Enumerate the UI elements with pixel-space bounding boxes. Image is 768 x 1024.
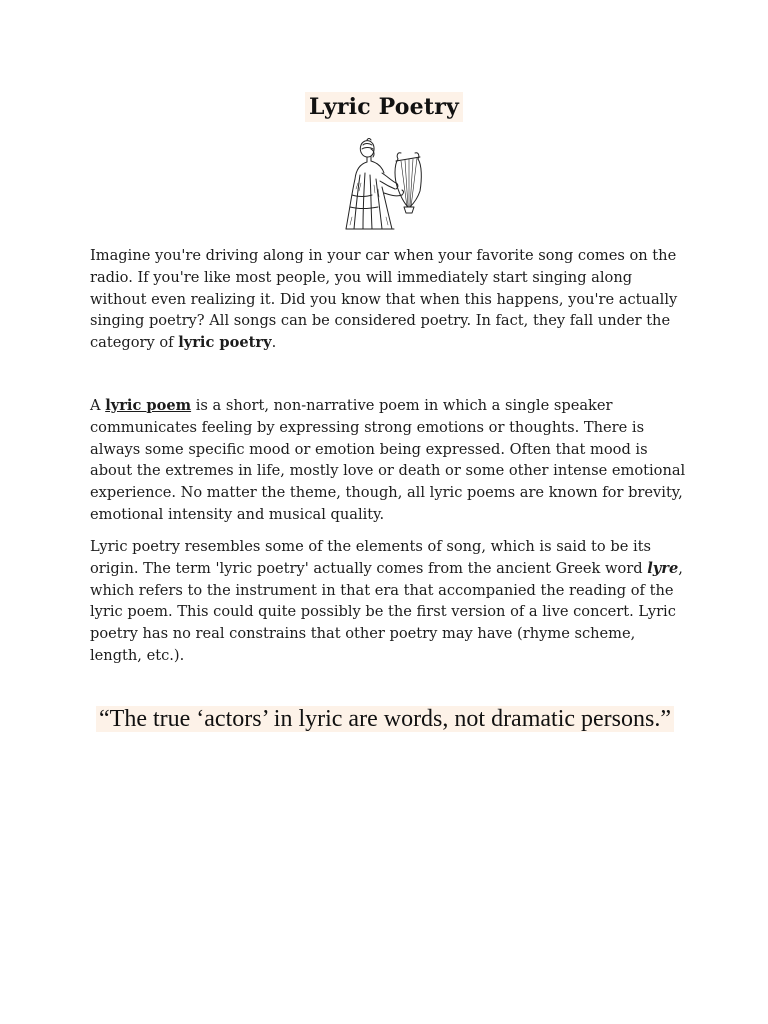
- intro-end: .: [271, 334, 277, 352]
- definition-paragraph: [90, 395, 690, 526]
- origin-text: Lyric poetry resembles some of the elements of song, which is said to be its origin. The term 'lyric poetry' actually comes from the ancient Greek word: [90, 538, 651, 577]
- lyric-poem-term: lyric poem: [105, 397, 192, 414]
- lyre-player-illustration: [338, 137, 430, 233]
- lyric-poetry-emphasis: lyric poetry: [178, 334, 272, 352]
- origin-end: , which refers to the instrument in that era that accompanied the reading of the lyric poem. This could quite possibly be the first version of a live concert. Lyric poetry has no real constrains that other poetry may have (rhyme scheme, length, etc.).: [90, 559, 683, 664]
- definition-start: A: [90, 397, 106, 414]
- quote-block: [90, 704, 680, 735]
- intro-paragraph: [90, 245, 690, 354]
- page-title: Lyric Poetry: [305, 92, 463, 122]
- definition-text: is a short, non-narrative poem in which a single speaker communicates feeling by expressing strong emotions or thoughts. There is always some specific mood or emotion being expressed. Often that mood is about the extremes in life, mostly love or death or some other intense emotional experience. No matter the theme, though, all lyric poems are known for brevity, emotional intensity and musical quality.: [90, 397, 686, 523]
- origin-paragraph: [90, 536, 690, 667]
- pull-quote: “The true ‘actors’ in lyric are words, not dramatic persons.”: [96, 706, 674, 732]
- lyre-emphasis: lyre: [647, 559, 679, 577]
- intro-text: Imagine you're driving along in your car when your favorite song comes on the radio. If you're like most people, you will immediately start singing along without even realizing it. Did you know that when this happens, you're actually singing poetry? All songs can be considered poetry. In fact, they fall under the category of: [90, 247, 678, 352]
- title-container: [0, 92, 768, 122]
